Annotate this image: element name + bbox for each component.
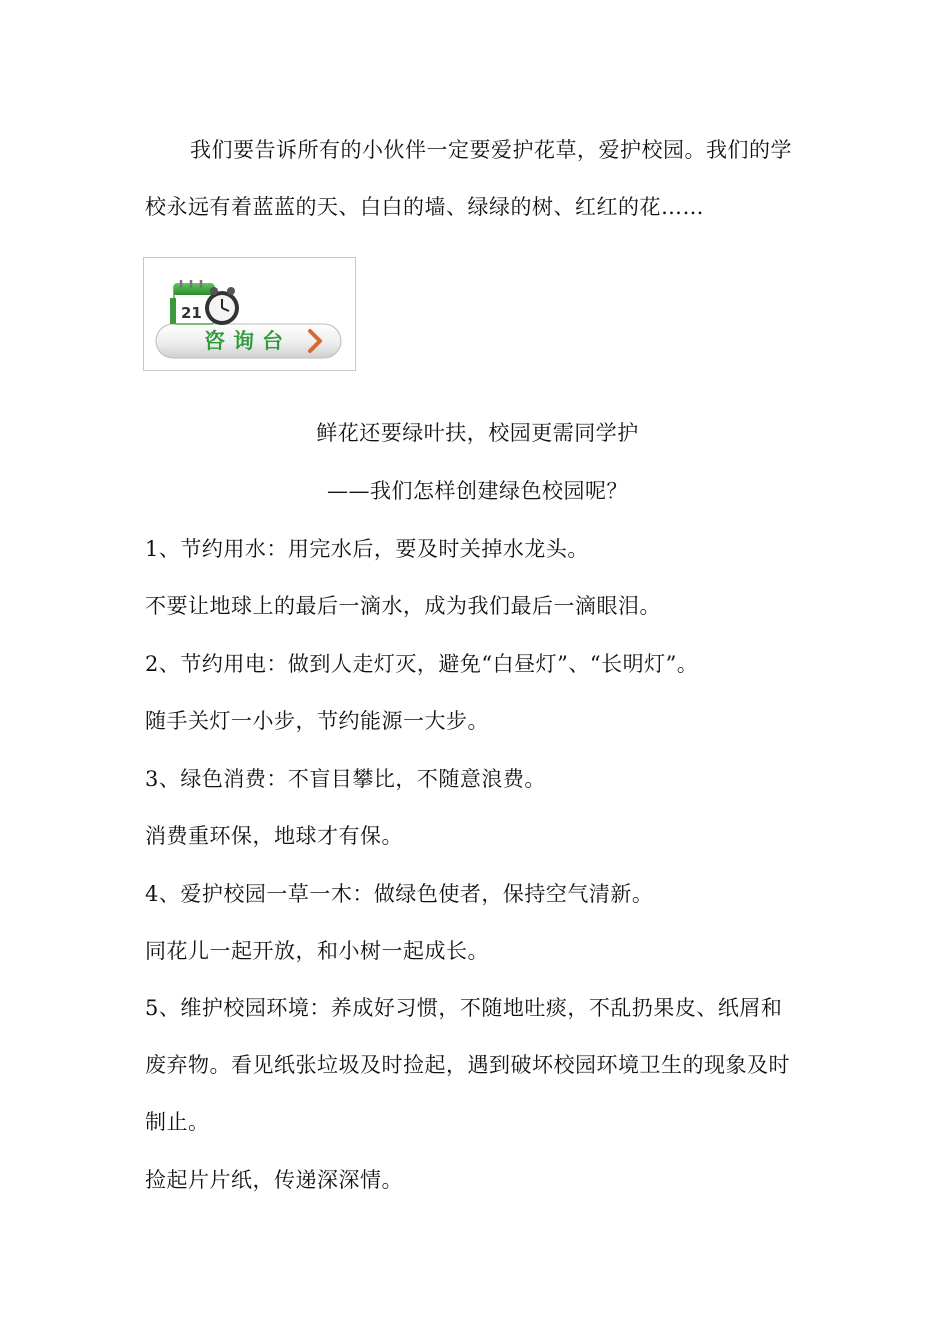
badge-label: 咨询台 xyxy=(204,329,291,353)
consultation-badge xyxy=(143,257,356,371)
list-item-continued: 制止。 xyxy=(145,1110,210,1134)
calendar-clock-icon xyxy=(144,258,355,370)
list-item-slogan: 同花儿一起开放，和小树一起成长。 xyxy=(145,939,489,963)
intro-line-1: 我们要告诉所有的小伙伴一定要爱护花草，爱护校园。我们的学 xyxy=(190,138,792,162)
section-title: 鲜花还要绿叶扶，校园更需同学护 xyxy=(316,421,639,445)
list-item: 5、维护校园环境：养成好习惯，不随地吐痰，不乱扔果皮、纸屑和 xyxy=(145,996,783,1020)
list-item: 3、绿色消费：不盲目攀比，不随意浪费。 xyxy=(145,767,546,791)
list-item-slogan: 捡起片片纸，传递深深情。 xyxy=(145,1168,403,1192)
list-item: 4、爱护校园一草一木：做绿色使者，保持空气清新。 xyxy=(145,882,654,906)
list-item: 2、节约用电：做到人走灯灭，避免“白昼灯”、“长明灯”。 xyxy=(145,652,699,676)
list-item-slogan: 消费重环保，地球才有保。 xyxy=(145,824,403,848)
calendar-number: 21 xyxy=(181,304,202,322)
section-subtitle: ——我们怎样创建绿色校园呢？ xyxy=(327,479,628,503)
list-item-slogan: 随手关灯一小步，节约能源一大步。 xyxy=(145,709,489,733)
list-item: 1、节约用水：用完水后，要及时关掉水龙头。 xyxy=(145,537,589,561)
list-item-slogan: 不要让地球上的最后一滴水，成为我们最后一滴眼泪。 xyxy=(145,594,661,618)
list-item-continued: 废弃物。看见纸张垃圾及时捡起，遇到破坏校园环境卫生的现象及时 xyxy=(145,1053,790,1077)
intro-line-2: 校永远有着蓝蓝的天、白白的墙、绿绿的树、红红的花…… xyxy=(145,195,704,219)
